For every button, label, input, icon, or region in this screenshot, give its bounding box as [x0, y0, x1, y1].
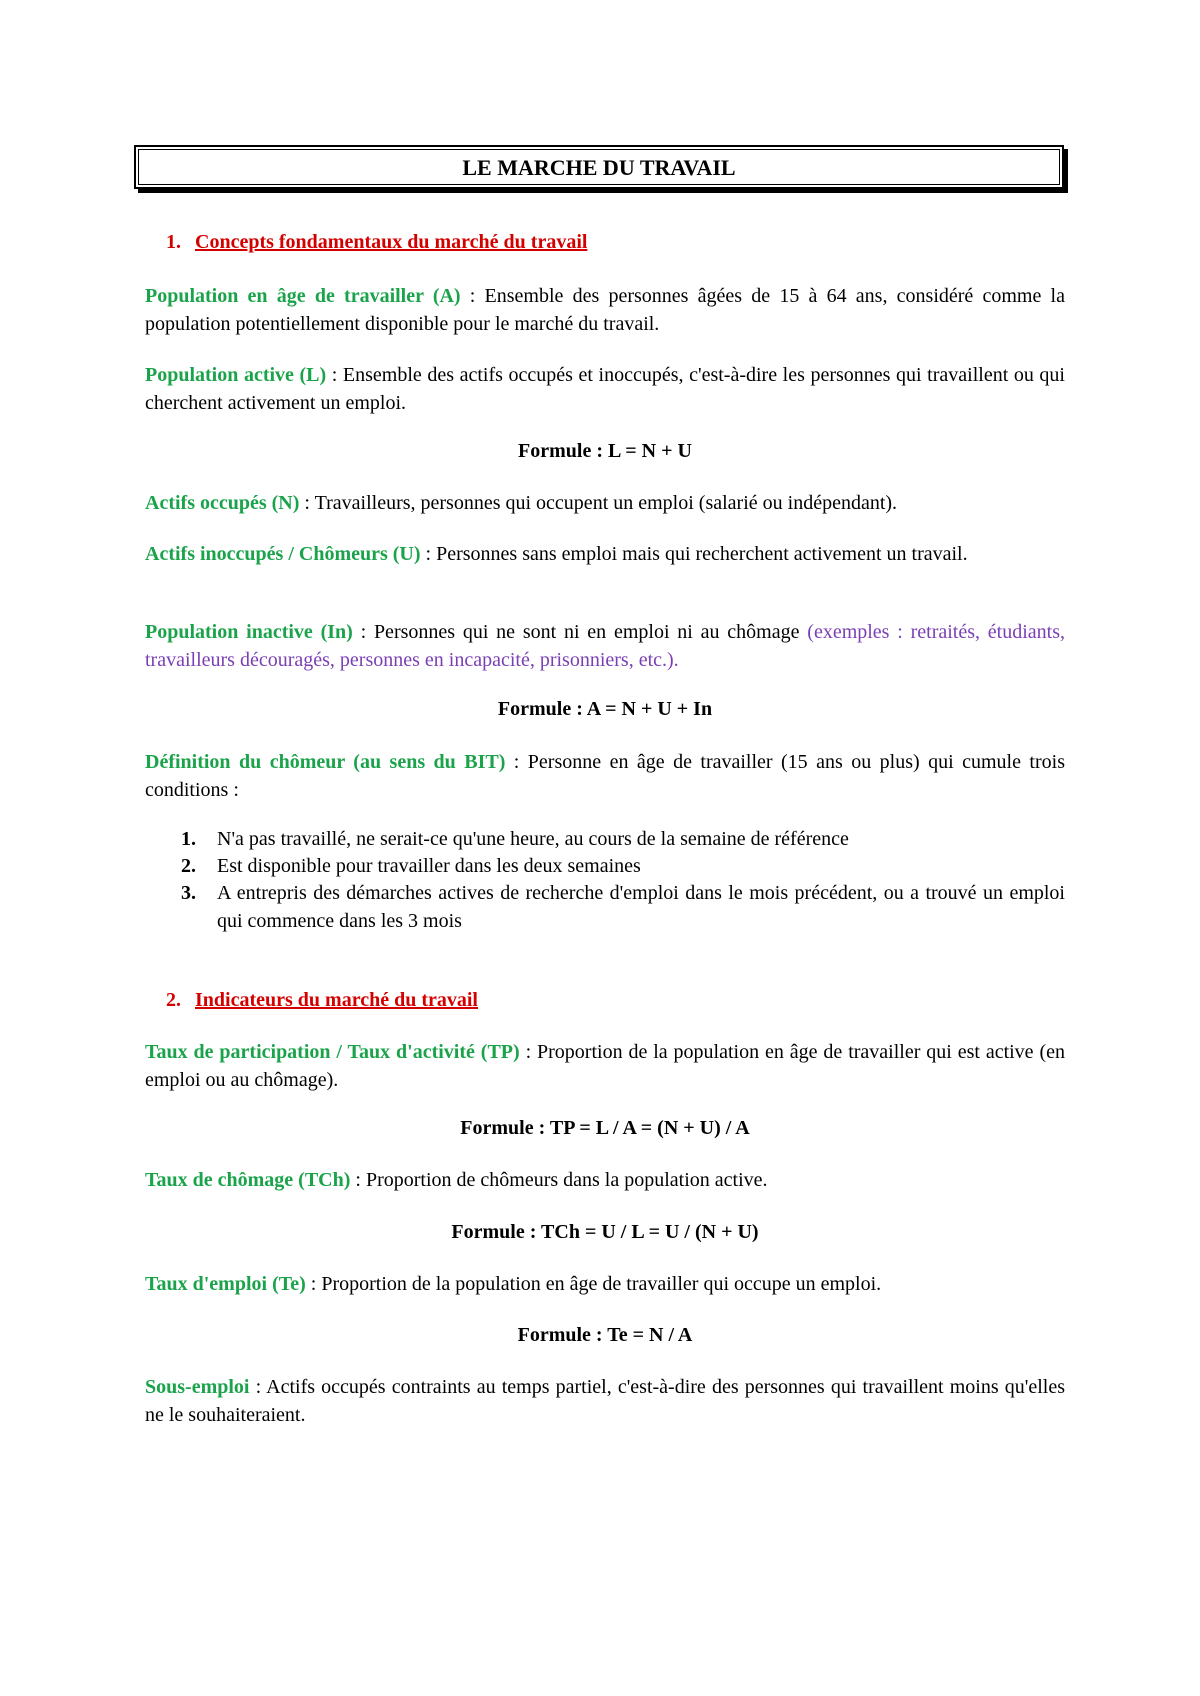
definition-term: Population active (L) [145, 364, 327, 386]
definition-term: Taux d'emploi (Te) [145, 1273, 306, 1295]
definition-paragraph [145, 1038, 1065, 1094]
definition-paragraph [145, 618, 1065, 674]
list-number: 2. [181, 855, 196, 877]
definition-paragraph [145, 282, 1065, 338]
formula: Formule : Te = N / A [517, 1324, 693, 1346]
definition-text: : Ensemble des actifs occupés et inoccupés, c'est-à-dire les personnes qui travaillent ou qui cherchent activement un emploi. [145, 364, 1065, 414]
formula: Formule : L = N + U [518, 440, 692, 462]
definition-paragraph [145, 748, 1065, 804]
list-number: 3. [181, 882, 196, 904]
section-heading-2 [145, 986, 478, 1014]
definition-paragraph [145, 489, 1065, 517]
definition-term: Sous-emploi [145, 1376, 250, 1398]
definition-paragraph [145, 1373, 1065, 1429]
definition-text: : Personnes qui ne sont ni en emploi ni au chômage [352, 621, 808, 643]
definition-paragraph [145, 361, 1065, 417]
list-text: N'a pas travaillé, ne serait-ce qu'une heure, au cours de la semaine de référence [217, 828, 849, 850]
definition-paragraph [145, 1270, 1065, 1298]
formula: Formule : TP = L / A = (N + U) / A [460, 1117, 750, 1139]
list-text: Est disponible pour travailler dans les deux semaines [217, 855, 641, 877]
section-number: 1. [166, 231, 181, 253]
definition-term: Actifs occupés (N) [145, 492, 300, 514]
definition-paragraph [145, 540, 1065, 568]
definition-term: Population en âge de travailler (A) [145, 285, 461, 307]
definition-text: : Proportion de chômeurs dans la population active. [350, 1169, 768, 1191]
definition-term: Taux de chômage (TCh) [145, 1169, 351, 1191]
definition-text: : Travailleurs, personnes qui occupent un emploi (salarié ou indépendant). [299, 492, 898, 514]
formula: Formule : TCh = U / L = U / (N + U) [451, 1221, 759, 1243]
definition-text: : Proportion de la population en âge de travailler qui occupe un emploi. [305, 1273, 882, 1295]
section-number: 2. [166, 989, 181, 1011]
definition-text: : Personne en âge de travailler (15 ans ou plus) qui cumule trois conditions : [145, 751, 1065, 801]
definition-text: : Ensemble des personnes âgées de 15 à 64 ans, considéré comme la population potentiellement disponible pour le marché du travail. [145, 285, 1065, 335]
section-heading-1 [145, 228, 587, 256]
definition-term: Définition du chômeur (au sens du BIT) [145, 751, 506, 773]
definition-text: : Personnes sans emploi mais qui recherchent activement un travail. [420, 543, 968, 565]
definition-term: Taux de participation / Taux d'activité (TP) [145, 1041, 520, 1063]
definition-term: Population inactive (In) [145, 621, 353, 643]
definition-text: : Actifs occupés contraints au temps partiel, c'est-à-dire des personnes qui travaillent moins qu'elles ne le souhaiteraient. [145, 1376, 1065, 1426]
list-text: A entrepris des démarches actives de recherche d'emploi dans le mois précédent, ou a trouvé un emploi qui commence dans les 3 mois [217, 882, 1065, 932]
section-title: Indicateurs du marché du travail [195, 989, 478, 1011]
definition-paragraph [145, 1166, 1065, 1194]
examples-note: (exemples : retraités, étudiants, travailleurs découragés, personnes en incapacité, prisonniers, etc.). [145, 621, 1065, 671]
document-title: LE MARCHE DU TRAVAIL [138, 149, 1060, 185]
title-box [134, 145, 1064, 189]
list-number: 1. [181, 828, 196, 850]
section-title: Concepts fondamentaux du marché du travail [195, 231, 588, 253]
definition-text: : Proportion de la population en âge de travailler qui est active (en emploi ou au chômage). [145, 1041, 1065, 1091]
formula: Formule : A = N + U + In [497, 698, 713, 720]
definition-term: Actifs inoccupés / Chômeurs (U) [145, 543, 421, 565]
